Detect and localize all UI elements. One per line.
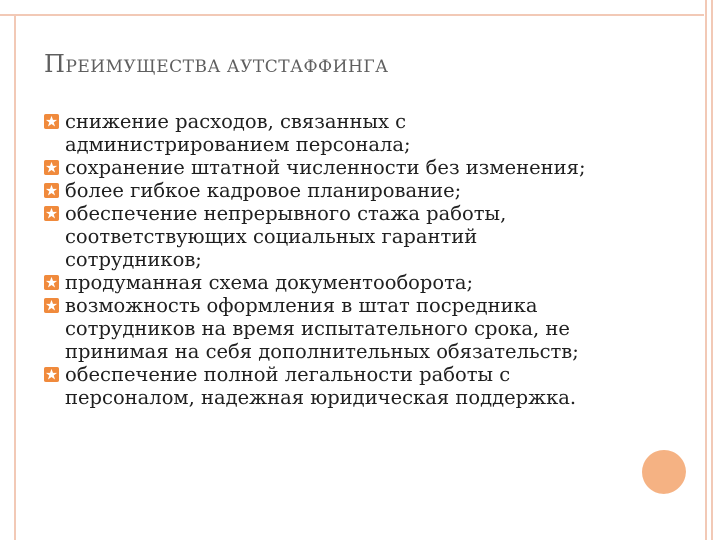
bullet-line: сотрудников;	[65, 248, 202, 271]
bullet-line: продуманная схема документооборота;	[65, 271, 474, 294]
decorative-ring	[638, 446, 688, 496]
bullet-line: обеспечение непрерывного стажа работы,	[65, 202, 507, 225]
star-bullet-icon	[44, 275, 59, 290]
bullet-list	[44, 110, 694, 409]
slide-title	[44, 50, 388, 78]
bullet-line: персоналом, надежная юридическая поддержка.	[65, 386, 577, 409]
title-first-letter: П	[44, 50, 66, 78]
bullet-item	[44, 294, 694, 363]
bullet-line: принимая на себя дополнительных обязательств;	[65, 340, 579, 363]
bullet-line: соответствующих социальных гарантий	[65, 225, 478, 248]
bullet-item	[44, 179, 694, 202]
star-bullet-icon	[44, 206, 59, 221]
bullet-item	[44, 271, 694, 294]
bullet-line: сохранение штатной численности без изменения;	[65, 156, 586, 179]
bullet-item	[44, 363, 694, 409]
star-bullet-icon	[44, 183, 59, 198]
bullet-item	[44, 110, 694, 156]
bullet-item	[44, 156, 694, 179]
star-bullet-icon	[44, 298, 59, 313]
star-bullet-icon	[44, 160, 59, 175]
bullet-line: возможность оформления в штат посредника	[65, 294, 538, 317]
bullet-line: снижение расходов, связанных с	[65, 110, 407, 133]
star-bullet-icon	[44, 367, 59, 382]
bullet-item	[44, 202, 694, 271]
bullet-line: более гибкое кадровое планирование;	[65, 179, 462, 202]
title-rest: РЕИМУЩЕСТВА АУТСТАФФИНГА	[65, 57, 389, 77]
bullet-line: администрированием персонала;	[65, 133, 411, 156]
frame-right-line	[711, 0, 713, 540]
star-bullet-icon	[44, 114, 59, 129]
bullet-line: сотрудников на время испытательного срока, не	[65, 317, 570, 340]
bullet-line: обеспечение полной легальности работы с	[65, 363, 511, 386]
